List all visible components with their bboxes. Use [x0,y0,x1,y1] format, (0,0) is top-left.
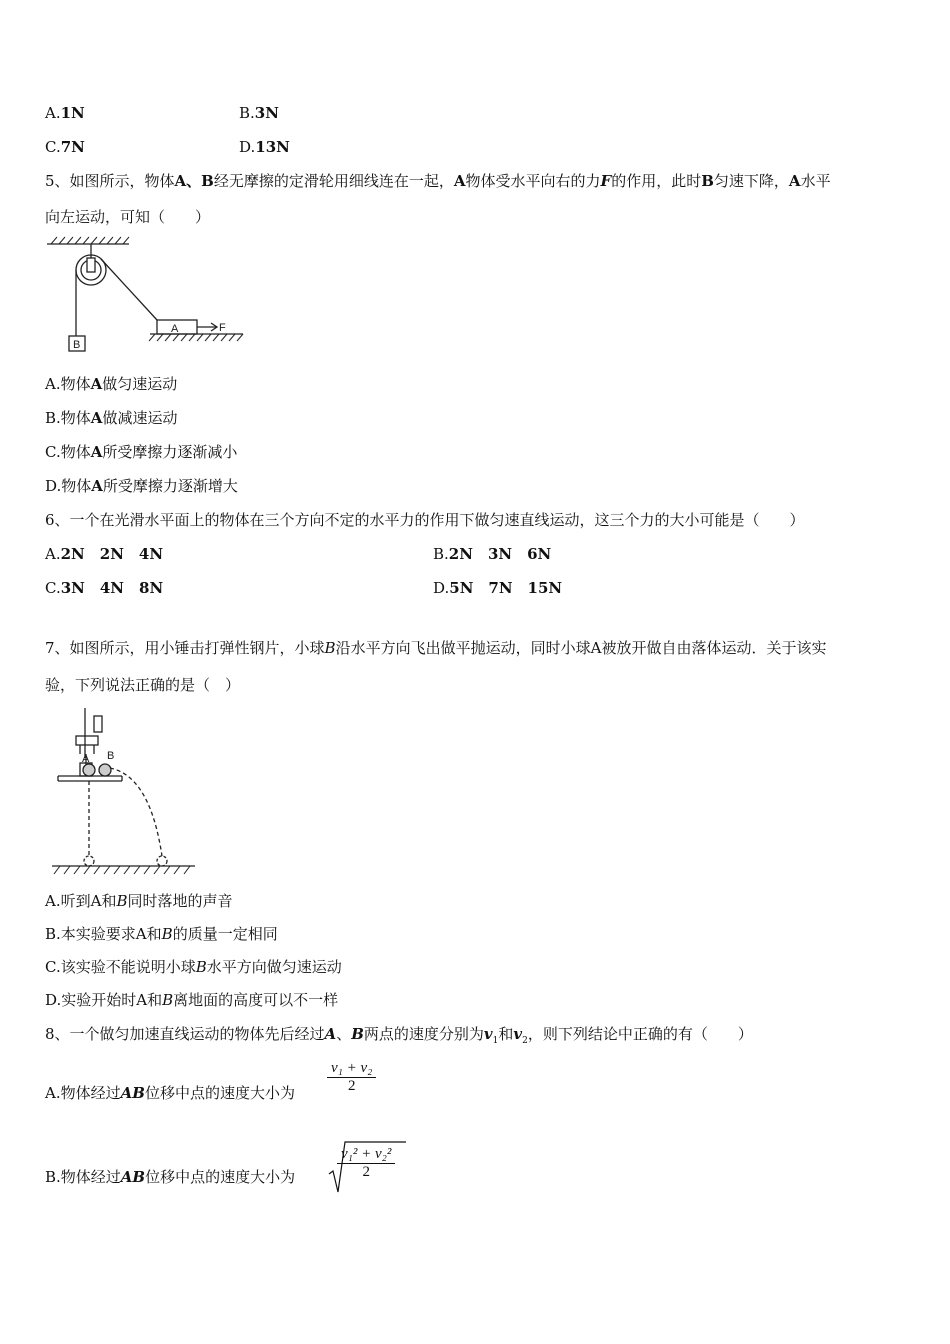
q7-fig-label-a: A [82,753,90,765]
q5-stem-line1: 5、如图所示，物体A、B经无摩擦的定滑轮用细线连在一起，A物体受水平向右的力F的作用，此时B匀速下降，A水平 [45,172,831,190]
q8-option-a-fraction: v₁ + v₂ 2 [327,1060,376,1095]
q7-stem-line2: 验，下列说法正确的是（ ） [45,676,241,694]
q4-option-a: A.1N [45,104,85,122]
q8-stem: 8、一个做匀加速直线运动的物体先后经过A、B两点的速度分别为$v_1$和$v_2$，则下列结论中正确的有（ ） [45,1025,753,1046]
q7-fig-label-b: B [107,750,115,762]
q7-option-d: D.实验开始时A和B离地面的高度可以不一样 [45,991,339,1009]
q8-option-b-fraction: v₁² + v₂² 2 [337,1146,395,1181]
q6-option-c: C.3N 4N 8N [45,579,164,597]
q6-stem: 6、一个在光滑水平面上的物体在三个方向不定的水平力的作用下做匀速直线运动，这三个力的大小可能是（ ） [45,511,805,529]
q7-projectile-figure [50,706,200,878]
q5-fig-label-f: F [219,322,226,334]
q4-option-c: C.7N [45,138,85,156]
q6-option-d: D.5N 7N 15N [433,579,563,597]
q5-option-a: A.物体A做匀速运动 [45,375,178,393]
q6-option-a: A.2N 2N 4N [45,545,164,563]
q5-pulley-figure [45,236,250,354]
q7-option-a: A.听到A和B同时落地的声音 [45,892,233,910]
q4-option-d: D.13N [239,138,290,156]
q7-option-c: C.该实验不能说明小球B水平方向做匀速运动 [45,958,342,976]
q8-option-a: A.物体经过AB位移中点的速度大小为 [45,1084,295,1102]
q5-fig-label-a: A [171,323,179,335]
q5-option-d: D.物体A所受摩擦力逐渐增大 [45,477,238,495]
q5-stem-line2: 向左运动，可知（ ） [45,208,211,226]
q5-fig-label-b: B [73,339,81,351]
q7-stem-line1: 7、如图所示，用小锤击打弹性钢片，小球B沿水平方向飞出做平抛运动，同时小球A被放开做自由落体运动．关于该实 [45,639,827,657]
q5-option-b: B.物体A做减速运动 [45,409,178,427]
q8-option-b: B.物体经过AB位移中点的速度大小为 [45,1168,296,1186]
q6-option-b: B.2N 3N 6N [433,545,552,563]
q4-option-b: B.3N [239,104,279,122]
q7-option-b: B.本实验要求A和B的质量一定相同 [45,925,278,943]
q5-option-c: C.物体A所受摩擦力逐渐减小 [45,443,238,461]
